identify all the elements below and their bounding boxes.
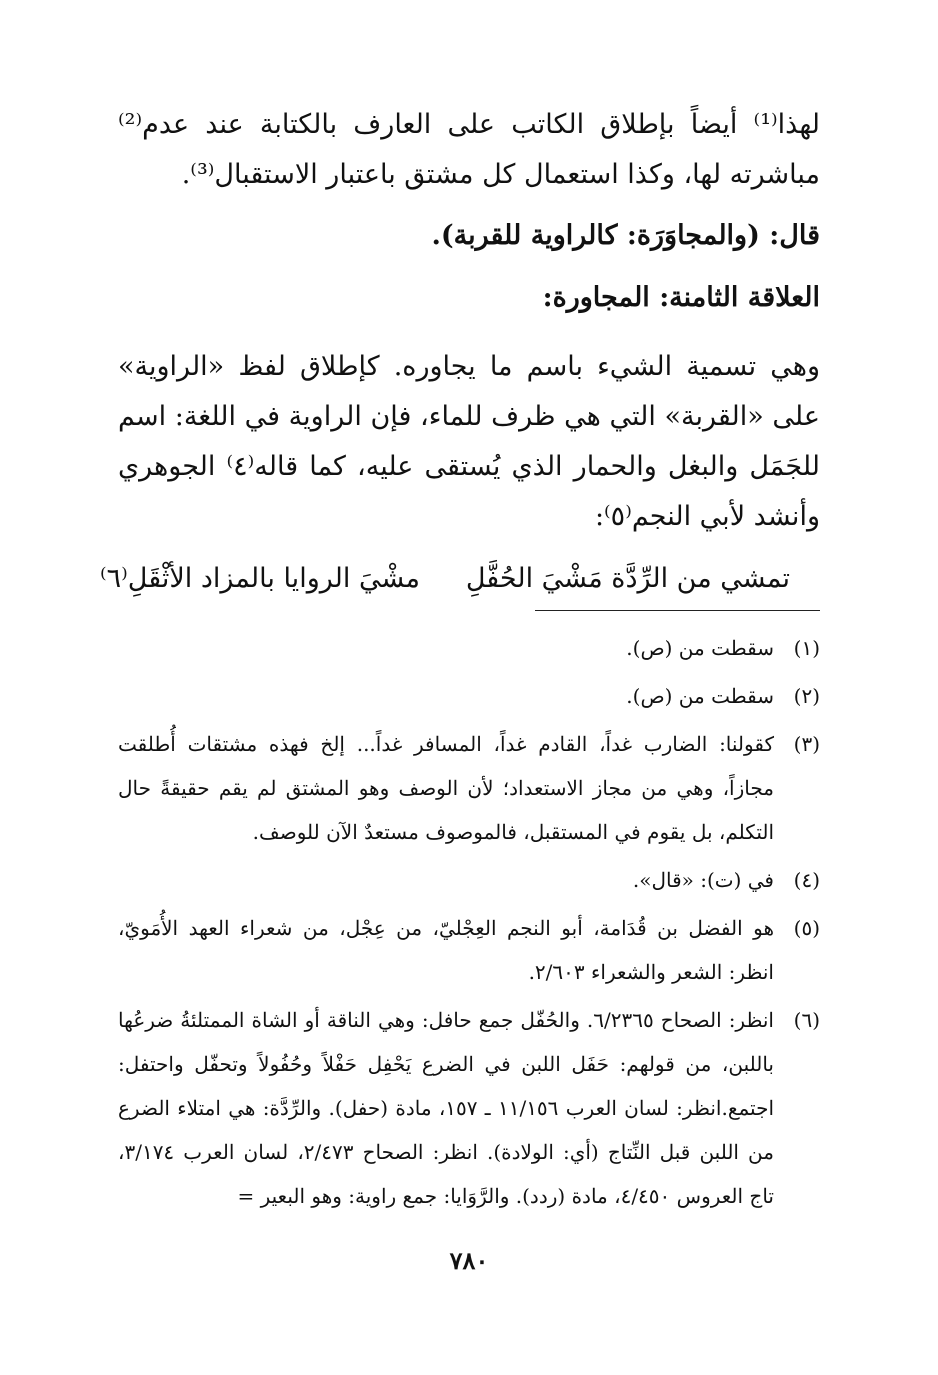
footnote-4 — [118, 858, 820, 902]
footnote-separator — [535, 610, 820, 611]
verse-first-hemistich: تمشي من الرِّدَّة مَشْيَ الحُفَّلِ — [465, 563, 790, 594]
main-text — [99, 100, 820, 610]
section-heading: العلاقة الثامنة: المجاورة: — [542, 282, 820, 313]
opening-paragraph: لهذا⁽¹⁾ أيضاً بإطلاق الكاتب على العارف بالكتابة عند عدم⁽²⁾ مباشرته لها، وكذا استعمال كل مشتق باعتبار الاستقبال⁽³⁾. — [118, 109, 820, 190]
footnote-5 — [118, 906, 820, 994]
footnote-number: (٦) — [793, 1008, 820, 1032]
footnote-text: كقولنا: الضارب غداً، القادم غداً، المسافر غداً... إلخ فهذه مشتقات أُطلقت مجازاً، وهي من مجاز الاستعداد؛ لأن الوصف وهو المشتق لم يقم حقيقةً حال التكلم، بل يقوم في المستقبل، فالموصوف مستعدٌ الآن للوصف. — [118, 732, 774, 844]
footnote-1 — [118, 626, 820, 670]
footnote-number: (٢) — [793, 684, 820, 708]
footnote-text: سقطت من (ص). — [626, 684, 774, 708]
footnote-number: (٤) — [793, 868, 820, 892]
footnotes — [118, 626, 820, 1222]
footnote-2 — [118, 674, 820, 718]
footnote-number: (٣) — [793, 732, 820, 756]
footnote-6 — [118, 998, 820, 1218]
poetry-verse — [99, 554, 820, 610]
footnote-number: (٥) — [793, 916, 820, 940]
footnote-3 — [118, 722, 820, 854]
quote-heading: قال: (والمجاوَرَة: كالراوية للقربة). — [431, 220, 820, 251]
footnote-text: سقطت من (ص). — [626, 636, 774, 660]
footnote-text: انظر: الصحاح ٦/٢٣٦٥. والحُفّل جمع حافل: وهي الناقة أو الشاة الممتلئةُ ضرعُها باللبن، من قولهم: حَفَل اللبن في الضرع يَحْفِل حَفْلاً وحُفُولاً وتحفّل واحتفل: اجتمع.انظر: لسان العرب ١١/١٥٦ ـ ١٥٧، مادة (حفل). والرِّدَّة: هي امتلاء الضرع من اللبن قبل النِّتاج (أي: الولادة). انظر: الصحاح ٢/٤٧٣، لسان العرب ٣/١٧٤، تاج العروس ٤/٤٥٠، مادة (ردد). والرَّوَايا: جمع راوية: وهو البعير = — [118, 1008, 774, 1208]
footnote-number: (١) — [793, 636, 820, 660]
body-paragraph: وهي تسمية الشيء باسم ما يجاوره. كإطلاق لفظ «الراوية» على «القربة» التي هي ظرف للماء، فإن الراوية في اللغة: اسم للجَمَل والبغل والحمار الذي يُستقى عليه، كما قاله⁽٤⁾ الجوهري وأنشد لأبي النجم⁽٥⁾: — [118, 351, 820, 532]
footnote-text: هو الفضل بن قُدَامة، أبو النجم العِجْليّ، من عِجْل، من شعراء العهد الأُمَويّ، انظر: الشعر والشعراء ٢/٦٠٣. — [118, 916, 774, 984]
verse-second-hemistich: مشْيَ الروايا بالمزاد الأثْقَلِ⁽٦⁾ — [99, 563, 420, 594]
page-number: ٧٨٠ — [449, 1246, 489, 1275]
footnote-text: في (ت): «قال». — [632, 868, 774, 892]
